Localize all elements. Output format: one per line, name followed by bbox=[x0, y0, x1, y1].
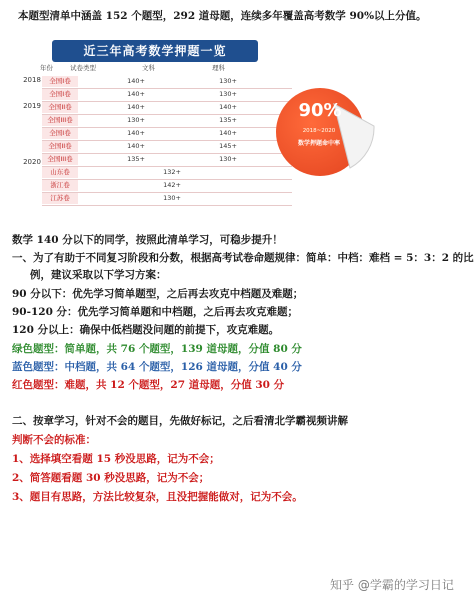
liberal-score-cell: 140+ bbox=[127, 103, 145, 111]
plan-below-90: 90 分以下：优先学习简单题型，之后再去攻克中档题及难题； bbox=[12, 288, 304, 300]
table-row bbox=[42, 115, 292, 128]
science-score-cell: 140+ bbox=[219, 129, 237, 137]
judge-heading: 判断不会的标准： bbox=[12, 434, 96, 446]
liberal-score-cell: 140+ bbox=[127, 90, 145, 98]
liberal-score-cell: 140+ bbox=[127, 142, 145, 150]
paper-type-cell: 浙江卷 bbox=[42, 180, 78, 191]
year-label: 2020 bbox=[23, 158, 41, 166]
science-score-cell: 145+ bbox=[219, 142, 237, 150]
hit-rate-caption: 数学押题命中率 bbox=[297, 140, 340, 147]
paper-type-cell: 全国II卷 bbox=[42, 102, 78, 113]
infographic-title: 近三年高考数学押题一览 bbox=[52, 40, 258, 62]
liberal-score-cell: 130+ bbox=[127, 116, 145, 124]
year-label: 2018 bbox=[23, 76, 41, 84]
paper-type-cell: 全国III卷 bbox=[42, 115, 78, 126]
blue-type-summary: 蓝色题型：中档题，共 64 个题型，126 道母题，分值 40 分 bbox=[12, 361, 302, 373]
table-row bbox=[42, 76, 292, 89]
zhihu-watermark: 知乎 @学霸的学习日记 bbox=[330, 578, 454, 592]
header-year: 年份 bbox=[40, 64, 53, 72]
hit-rate-percent: 90% bbox=[298, 100, 342, 121]
paper-type-cell: 山东卷 bbox=[42, 167, 78, 178]
paragraph-intro: 数学 140 分以下的同学，按照此清单学习，可稳步提升！ bbox=[12, 234, 283, 246]
table-row bbox=[42, 89, 292, 102]
paper-type-cell: 全国I卷 bbox=[42, 128, 78, 139]
header-liberal: 文科 bbox=[142, 64, 155, 72]
science-score-cell: 130+ bbox=[219, 77, 237, 85]
merged-score-cell: 132+ bbox=[163, 168, 181, 176]
table-row bbox=[42, 141, 292, 154]
science-score-cell: 140+ bbox=[219, 103, 237, 111]
paper-type-cell: 江苏卷 bbox=[42, 193, 78, 204]
table-row bbox=[42, 180, 292, 193]
plan-above-120: 120 分以上：确保中低档题没问题的前提下，攻克难题。 bbox=[12, 324, 280, 336]
red-type-summary: 红色题型：难题，共 12 个题型，27 道母题，分值 30 分 bbox=[12, 379, 285, 391]
table-row bbox=[42, 193, 292, 206]
green-type-summary: 绿色题型：简单题，共 76 个题型，139 道母题，分值 80 分 bbox=[12, 343, 302, 355]
merged-score-cell: 130+ bbox=[163, 194, 181, 202]
plan-90-120: 90-120 分：优先学习简单题和中档题，之后再去攻克难题； bbox=[12, 306, 299, 318]
section-1-line-1: 一、为了有助于不同复习阶段和分数，根据高考试卷命题规律：简单：中档：难档 = 5：3：2 的比 bbox=[12, 252, 474, 264]
hit-rate-range: 2018~2020 bbox=[302, 128, 336, 134]
paper-type-cell: 全国III卷 bbox=[42, 154, 78, 165]
section-2-heading: 二、按章学习，针对不会的题目，先做好标记，之后看清北学霸视频讲解 bbox=[12, 415, 348, 427]
intro-text: 本题型清单中涵盖 152 个题型，292 道母题，连续多年覆盖高考数学 90%以上分值。 bbox=[18, 10, 427, 22]
table-row bbox=[42, 167, 292, 180]
header-paper: 试卷类型 bbox=[70, 64, 96, 72]
paper-type-cell: 全国II卷 bbox=[42, 141, 78, 152]
table-row bbox=[42, 128, 292, 141]
merged-score-cell: 142+ bbox=[163, 181, 181, 189]
science-score-cell: 135+ bbox=[219, 116, 237, 124]
liberal-score-cell: 140+ bbox=[127, 129, 145, 137]
section-1-line-2: 例，建议采取以下学习方案： bbox=[30, 269, 167, 281]
table-row bbox=[42, 154, 292, 167]
judge-rule-3: 3、题目有思路，方法比较复杂，且没把握能做对，记为不会。 bbox=[12, 491, 303, 503]
judge-rule-2: 2、简答题看题 30 秒没思路，记为不会； bbox=[12, 472, 210, 484]
header-science: 理科 bbox=[212, 64, 225, 72]
paper-type-cell: 全国I卷 bbox=[42, 76, 78, 87]
judge-rule-1: 1、选择填空看题 15 秒没思路，记为不会； bbox=[12, 453, 220, 465]
science-score-cell: 130+ bbox=[219, 90, 237, 98]
liberal-score-cell: 135+ bbox=[127, 155, 145, 163]
paper-type-cell: 全国I卷 bbox=[42, 89, 78, 100]
table-row bbox=[42, 102, 292, 115]
liberal-score-cell: 140+ bbox=[127, 77, 145, 85]
year-label: 2019 bbox=[23, 102, 41, 110]
science-score-cell: 130+ bbox=[219, 155, 237, 163]
